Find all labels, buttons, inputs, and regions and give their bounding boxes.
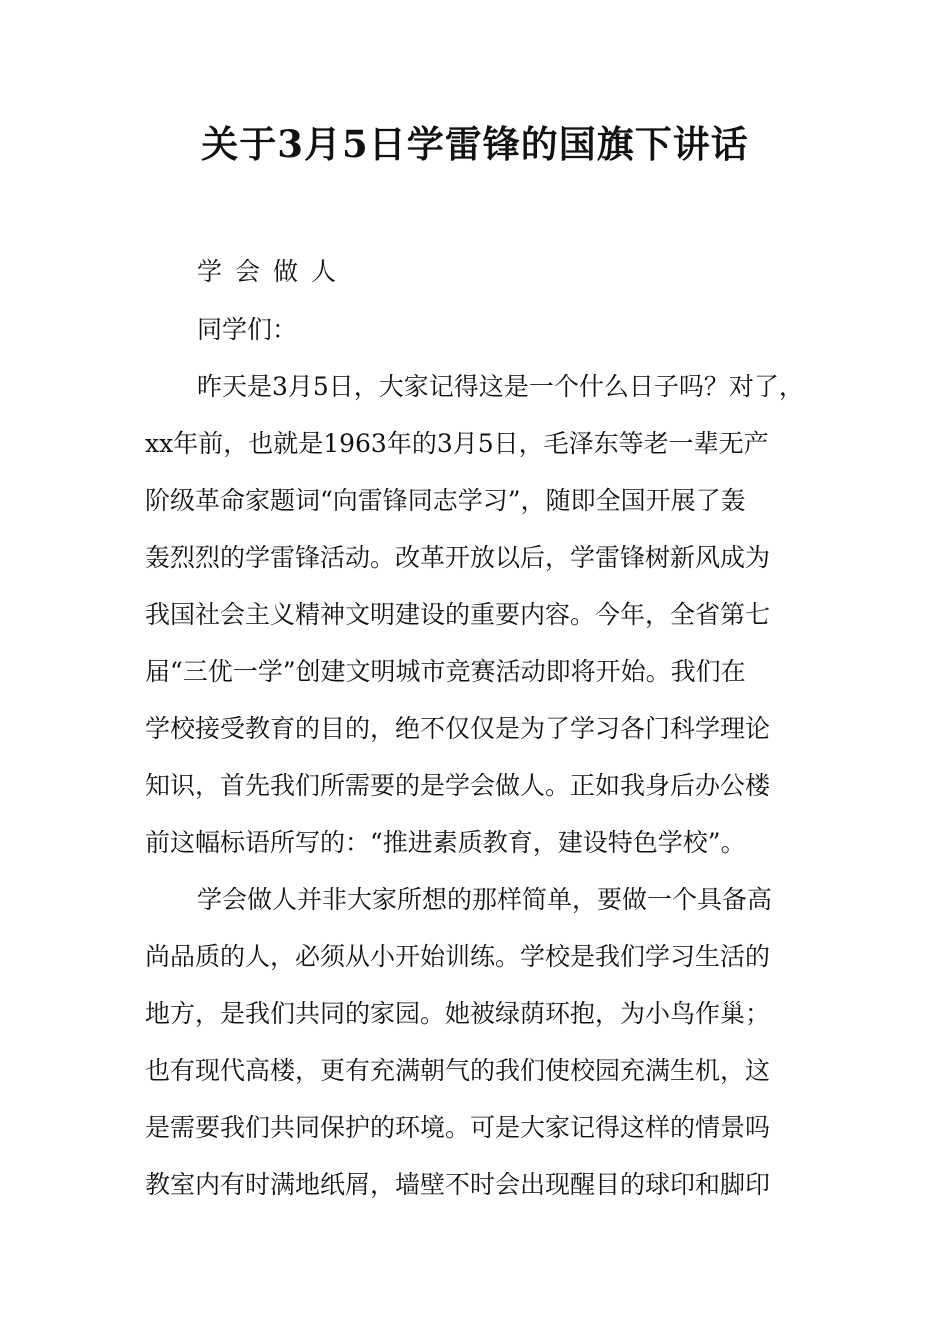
paragraph-1-line: xx年前，也就是1963年的3月5日，毛泽东等老一辈无产 bbox=[145, 429, 769, 458]
paragraph-1-line: 轰烈烈的学雷锋活动。改革开放以后，学雷锋树新风成为 bbox=[145, 543, 771, 572]
paragraph-2-line: 学会做人并非大家所想的那样简单，要做一个具备高 bbox=[197, 885, 773, 914]
paragraph-1-line: 我国社会主义精神文明建设的重要内容。今年，全省第七 bbox=[145, 600, 771, 629]
paragraph-1-line: 阶级革命家题词“向雷锋同志学习”，随即全国开展了轰 bbox=[145, 486, 746, 515]
paragraph-2-line: 尚品质的人，必须从小开始训练。学校是我们学习生活的 bbox=[145, 942, 771, 971]
paragraph-1-line: 届“三优一学”创建文明城市竞赛活动即将开始。我们在 bbox=[145, 657, 746, 686]
paragraph-2-line: 也有现代高楼，更有充满朝气的我们使校园充满生机，这 bbox=[145, 1056, 771, 1085]
paragraph-2-line: 地方，是我们共同的家园。她被绿荫环抱，为小鸟作巢； bbox=[145, 999, 771, 1028]
paragraph-2-line: 教室内有时满地纸屑，墙壁不时会出现醒目的球印和脚印 bbox=[145, 1170, 771, 1199]
speech-subtitle: 学会做人 bbox=[197, 257, 350, 286]
paragraph-1-line: 知识，首先我们所需要的是学会做人。正如我身后办公楼 bbox=[145, 771, 771, 800]
paragraph-1-line: 昨天是3月5日，大家记得这是一个什么日子吗？对了， bbox=[197, 372, 804, 401]
greeting: 同学们： bbox=[197, 315, 298, 344]
paragraph-1-line: 前这幅标语所写的：“推进素质教育，建设特色学校”。 bbox=[145, 828, 746, 857]
document-title: 关于3月5日学雷锋的国旗下讲话 bbox=[201, 122, 749, 166]
paragraph-1-line: 学校接受教育的目的，绝不仅仅是为了学习各门科学理论 bbox=[145, 714, 771, 743]
paragraph-2-line: 是需要我们共同保护的环境。可是大家记得这样的情景吗 bbox=[145, 1113, 771, 1142]
